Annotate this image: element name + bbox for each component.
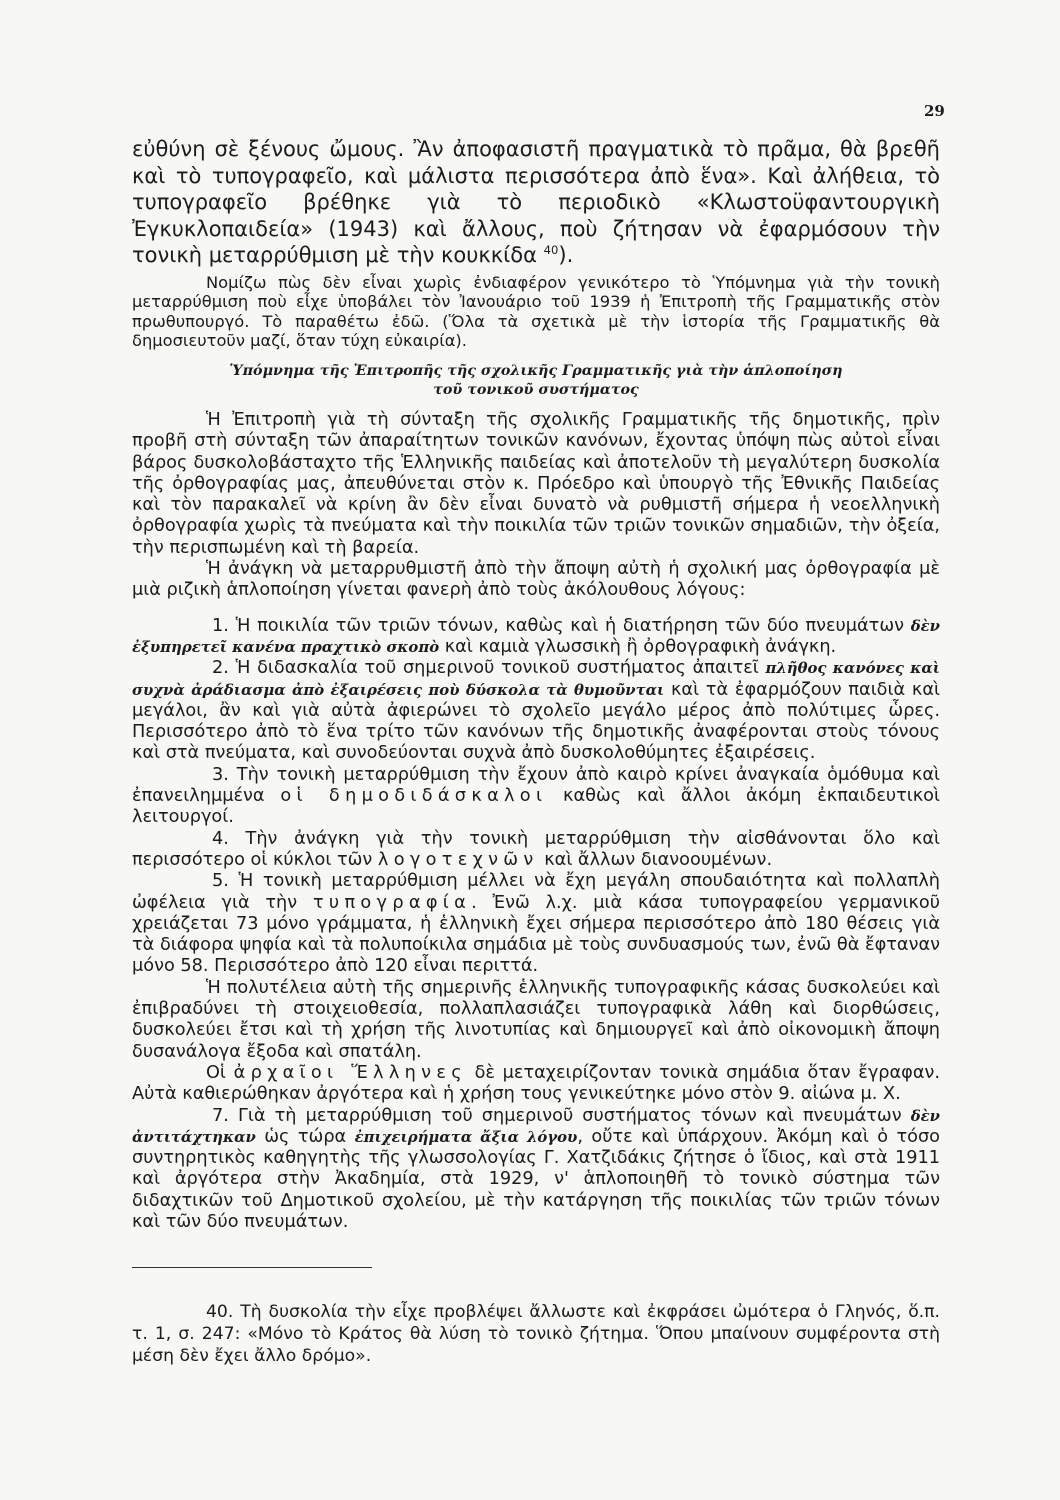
reason-7-emphasis-1: δὲν ἀντιτάχτηκαν xyxy=(132,1106,940,1146)
reason-5-spaced: τυπογραφία xyxy=(312,892,472,913)
reason-2-emphasis: πλῆθος κανόνες καὶ συχνὰ ἀράδιασμα ἀπὸ ἐξαιρέσεις ποὺ δύσκολα τὰ θυμοῦνται xyxy=(132,659,940,699)
reason-7: 7. Γιὰ τὴ μεταρρύθμιση τοῦ σημερινοῦ συστήματος τόνων καὶ πνευμάτων δὲν ἀντιτάχτηκαν ὡς τώρα ἐπιχειρήματα ἄξια λόγου, οὔτε καὶ ὑπάρχουν. Ἀκόμη καὶ ὁ τόσο συντηρητικὸς καθηγητὴς τῆς γλωσσολογίας Γ. Χατζιδάκις ζήτησε ὁ ἴδιος, καὶ στὰ 1911 καὶ ἀργότερα στὴν Ἀκαδημία, στὰ 1929, ν' ἁπλοποιηθῆ τὸ τονικὸ σύστημα τῶν διδαχτικῶν τοῦ Δημοτικοῦ σχολείου, μὲ τὴν κατάργηση τῆς ποικιλίας τῶν τριῶν τόνων καὶ τῶν δύο πνευμάτων. xyxy=(132,1105,940,1232)
reason-4: 4. Τὴν ἀνάγκη γιὰ τὴν τονικὴ μεταρρύθμιση τὴν αἰσθάνονται ὅλο καὶ περισσότερο οἱ κύκλοι τῶν λογοτεχνῶν καὶ ἄλλων διανοουμένων. xyxy=(132,828,940,870)
ancients-spaced: ἀρχαῖοι Ἕλληνες xyxy=(233,1062,467,1083)
footnote-separator xyxy=(132,1267,372,1268)
luxury-paragraph: Ἡ πολυτέλεια αὐτὴ τῆς σημερινῆς ἑλληνικῆς τυπογραφικῆς κάσας δυσκολεύει καὶ ἐπιβραδύνει τὴ στοιχειοθεσία, πολλαπλασιάζει τυπογραφικὰ λάθη καὶ διορθώσεις, δυσκολεύει ἔτσι καὶ τὴ χρήση τῆς λινοτυπίας καὶ δημιουργεῖ καὶ ἀπὸ οἰκονομικὴ ἄποψη δυσανάλογα ἔξοδα καὶ σπατάλη. xyxy=(132,977,940,1062)
reason-1-emphasis: δὲν ἐξυπηρετεῖ κανένα πραχτικὸ σκοπὸ xyxy=(132,616,940,656)
intro-tail: ). xyxy=(558,243,574,267)
paragraph-memorandum-intro: Νομίζω πὼς δὲν εἶναι χωρὶς ἐνδιαφέρον γενικότερο τὸ Ὑπόμνημα γιὰ τὴν τονικὴ μεταρρύθμιση ποὺ εἶχε ὑποβάλει τὸν Ἰανουάριο τοῦ 1939 ἡ Ἐπιτροπὴ τῆς Γραμματικῆς στὸν πρωθυπουργό. Τὸ παραθέτω ἐδῶ. (Ὅλα τὰ σχετικὰ μὲ τὴν ἱστορία τῆς Γραμματικῆς θὰ δημοσιευτοῦν μαζί, ὅταν τύχη εὐκαιρία). xyxy=(132,273,940,351)
reason-2: 2. Ἡ διδασκαλία τοῦ σημερινοῦ τονικοῦ συστήματος ἀπαιτεῖ πλῆθος κανόνες καὶ συχνὰ ἀράδιασμα ἀπὸ ἐξαιρέσεις ποὺ δύσκολα τὰ θυμοῦνται καὶ τὰ ἐφαρμόζουν παιδιὰ καὶ μεγάλοι, ἂν καὶ γιὰ αὐτὰ ἀφιερώνει τὸ σχολεῖο μεγάλο μέρος ἀπὸ πολύτιμες ὧρες. Περισσότερο ἀπὸ τὸ ἕνα τρίτο τῶν κανόνων τῆς δημοτικῆς ἀναφέρονται στοὺς τόνους καὶ στὰ πνεύματα, καὶ συνοδεύονται συχνὰ ἀπὸ δυσκολοθύμητες ἐξαιρέσεις. xyxy=(132,658,940,764)
reason-5: 5. Ἡ τονικὴ μεταρρύθμιση μέλλει νὰ ἔχη μεγάλη σπουδαιότητα καὶ πολλαπλὴ ὠφέλεια γιὰ τὴν τυπογραφία. Ἐνῶ λ.χ. μιὰ κάσα τυπογραφείου γερμανικοῦ χρειάζεται 73 μόνο γράμματα, ἡ ἑλληνικὴ ἔχει σήμερα περισσότερο ἀπὸ 180 θέσεις γιὰ τὰ διάφορα ψηφία καὶ τὰ πολυποίκιλα σημάδια μὲ τοὺς συνδυασμούς των, ἐνῶ θὰ ἔφταναν μόνο 58. Περισσότερο ἀπὸ 120 εἶναι περιττά. xyxy=(132,871,940,977)
reason-4-spaced: λογοτεχνῶν xyxy=(377,849,539,870)
intro-paragraph xyxy=(132,136,940,269)
reason-1: 1. Ἡ ποικιλία τῶν τριῶν τόνων, καθὼς καὶ ἡ διατήρηση τῶν δύο πνευμάτων δὲν ἐξυπηρετεῖ κανένα πραχτικὸ σκοπὸ καὶ καμιὰ γλωσσικὴ ἢ ὀρθογραφικὴ ἀνάγκη. xyxy=(132,615,940,657)
intro-text: εὐθύνη σὲ ξένους ὤμους. Ἂν ἀποφασιστῆ πραγματικὰ τὸ πρᾶμα, θὰ βρεθῆ καὶ τὸ τυπογραφεῖο, καὶ μάλιστα περισσότερα ἀπὸ ἕνα». Καὶ ἀλήθεια, τὸ τυπογραφεῖο βρέθηκε γιὰ τὸ περιοδικὸ «Κλωστοϋφαντουργικὴ Ἐγκυκλοπαιδεία» (1943) καὶ ἄλλους, ποὺ ζήτησαν νὰ ἐφαρμόσουν τὴν τονικὴ μεταρρύθμιση μὲ τὴν κουκκίδα xyxy=(132,137,940,267)
reason-3: 3. Τὴν τονικὴ μεταρρύθμιση τὴν ἔχουν ἀπὸ καιρὸ κρίνει ἀναγκαία ὁμόθυμα καὶ ἐπανειλημμένα οἱ δημοδιδάσκαλοι καθὼς καὶ ἄλλοι ἀκόμη ἐκπαιδευτικοὶ λειτουργοί. xyxy=(132,764,940,828)
ancients-paragraph: Οἱ ἀρχαῖοι Ἕλληνες δὲ μεταχειρίζονταν τονικὰ σημάδια ὅταν ἔγραφαν. Αὐτὰ καθιερώθηκαν ἀργότερα καὶ ἡ χρήση τους γενικεύτηκε μόνο στὸν 9. αἰώνα μ. Χ. xyxy=(132,1062,941,1105)
footnote-reference[interactable]: 40 xyxy=(543,243,559,257)
memorandum-title xyxy=(132,362,940,400)
memorandum-title-line-1: Ὑπόμνημα τῆς Ἐπιτροπῆς τῆς σχολικῆς Γραμματικῆς γιὰ τὴν ἁπλοποίηση xyxy=(229,363,843,379)
memo-need-paragraph: Ἡ ἀνάγκη νὰ μεταρρυθμιστῆ ἀπὸ τὴν ἄποψη αὐτὴ ἡ σχολική μας ὀρθογραφία μὲ μιὰ ριζικὴ ἁπλοποίηση γίνεται φανερὴ ἀπὸ τοὺς ἀκόλουθους λόγους: xyxy=(132,559,940,601)
reason-3-spaced: οἱ δημοδιδάσκαλοι xyxy=(280,786,548,807)
memo-opening-paragraph: Ἡ Ἐπιτροπὴ γιὰ τὴ σύνταξη τῆς σχολικῆς Γραμματικῆς τῆς δημοτικῆς, πρὶν προβῆ στὴ σύνταξη τῶν ἀπαραίτητων τονικῶν κανόνων, ἔχοντας ὑπόψη πὼς αὐτοὶ εἶναι βάρος δυσκολοβάσταχτο τῆς Ἑλληνικῆς παιδείας καὶ ἀποτελοῦν τὴ μεγαλύτερη δυσκολία τῆς ὀρθογραφίας μας, ἀπευθύνεται στὸν κ. Πρόεδρο καὶ ὑπουργὸ τῆς Ἐθνικῆς Παιδείας καὶ τὸν παρακαλεῖ νὰ κρίνη ἂν δὲν εἶναι δυνατὸ νὰ ρυθμιστῆ σήμερα ἡ νεοελληνικὴ ὀρθογραφία χωρὶς τὰ πνεύματα καὶ τὴν ποικιλία τῶν τριῶν τονικῶν σημαδιῶν, τὴν ὀξεία, τὴν περισπωμένη καὶ τὴ βαρεία. xyxy=(132,410,940,558)
memorandum-title-line-2: τοῦ τονικοῦ συστήματος xyxy=(433,382,639,398)
footnote-40: 40. Τὴ δυσκολία τὴν εἶχε προβλέψει ἄλλωστε καὶ ἐκφράσει ὠμότερα ὁ Γληνός, ὅ.π. τ. 1, σ. 247: «Μόνο τὸ Κράτος θὰ λύση τὸ τονικὸ ζήτημα. Ὅπου μπαίνουν συμφέροντα στὴ μέση δὲν ἔχει ἄλλο δρόμο». xyxy=(132,1302,940,1366)
reason-7-emphasis-2: ἐπιχειρήματα ἄξια λόγου xyxy=(354,1127,578,1146)
page-number: 29 xyxy=(924,102,945,120)
memorandum-body xyxy=(132,410,940,1233)
